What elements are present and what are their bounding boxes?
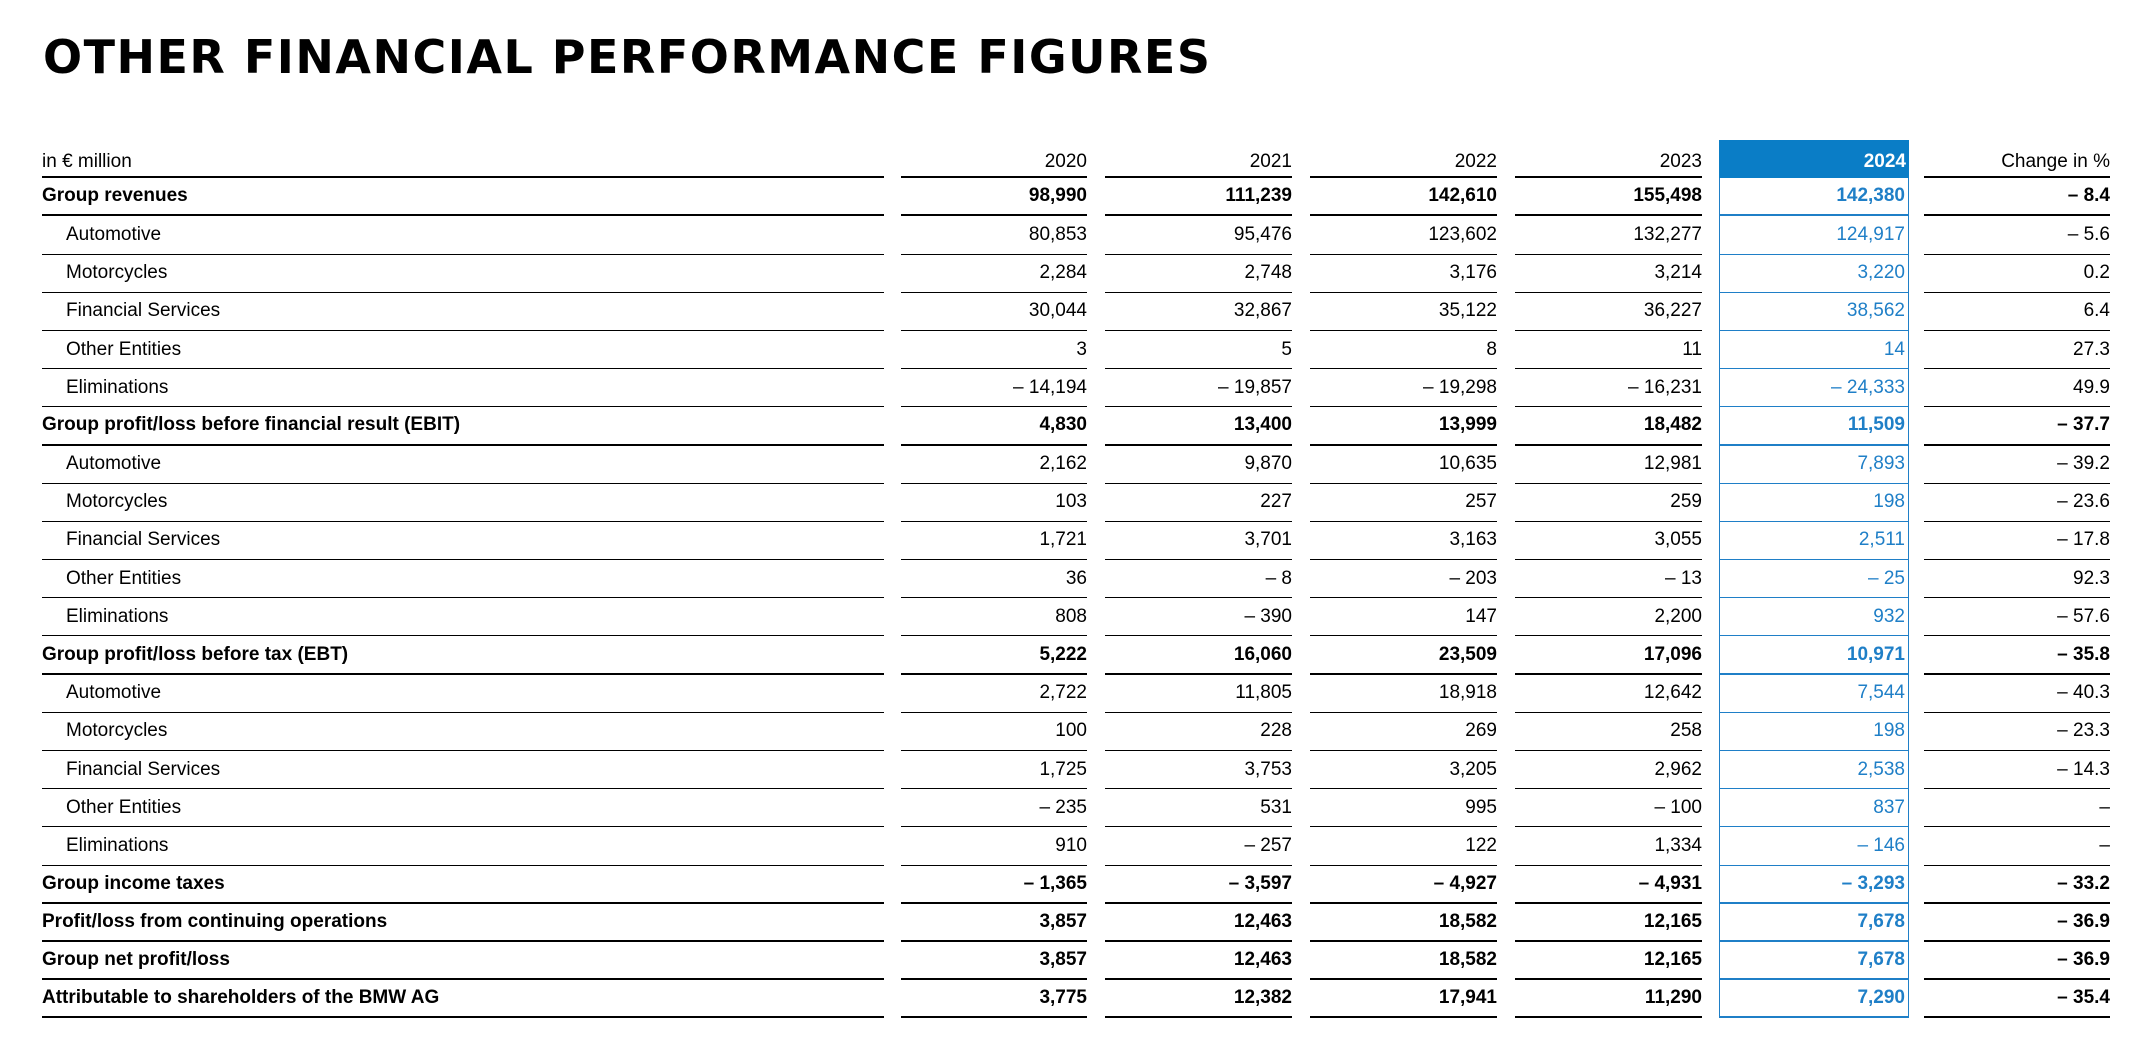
row-label: Eliminations: [42, 598, 884, 636]
value-2024: 198: [1719, 713, 1909, 751]
change-percent: 0.2: [1924, 255, 2110, 293]
change-percent: – 40.3: [1924, 675, 2110, 713]
value-2022: 142,610: [1310, 178, 1497, 216]
value-2024: – 25: [1719, 560, 1909, 598]
value-2023: – 100: [1515, 789, 1702, 827]
value-2024: 932: [1719, 598, 1909, 636]
row-label: Attributable to shareholders of the BMW AG: [42, 980, 884, 1018]
value-2024: 11,509: [1719, 407, 1909, 445]
value-2022: – 19,298: [1310, 369, 1497, 407]
value-2024: 7,678: [1719, 904, 1909, 942]
value-2020: 98,990: [901, 178, 1087, 216]
value-2022: 3,163: [1310, 522, 1497, 560]
row-label: Financial Services: [42, 293, 884, 331]
value-2020: 2,722: [901, 675, 1087, 713]
row-label: Automotive: [42, 675, 884, 713]
value-2021: 12,463: [1105, 942, 1292, 980]
value-2022: – 203: [1310, 560, 1497, 598]
row-label: Financial Services: [42, 751, 884, 789]
page-title: OTHER FINANCIAL PERFORMANCE FIGURES: [43, 30, 1212, 84]
change-percent: 92.3: [1924, 560, 2110, 598]
change-percent: – 17.8: [1924, 522, 2110, 560]
change-percent: 27.3: [1924, 331, 2110, 369]
column-header-2022: 2022: [1310, 140, 1497, 178]
value-2023: 11,290: [1515, 980, 1702, 1018]
value-2021: 16,060: [1105, 636, 1292, 674]
change-percent: 6.4: [1924, 293, 2110, 331]
value-2022: 8: [1310, 331, 1497, 369]
unit-label: in € million: [42, 140, 884, 178]
row-label: Other Entities: [42, 560, 884, 598]
value-2024: 7,893: [1719, 446, 1909, 484]
value-2022: 123,602: [1310, 216, 1497, 254]
change-percent: – 14.3: [1924, 751, 2110, 789]
value-2020: 103: [901, 484, 1087, 522]
value-2022: 257: [1310, 484, 1497, 522]
value-2024: – 146: [1719, 827, 1909, 865]
value-2021: – 8: [1105, 560, 1292, 598]
row-label: Financial Services: [42, 522, 884, 560]
value-2023: 18,482: [1515, 407, 1702, 445]
value-2023: 2,962: [1515, 751, 1702, 789]
change-percent: 49.9: [1924, 369, 2110, 407]
value-2024: 7,678: [1719, 942, 1909, 980]
value-2022: 10,635: [1310, 446, 1497, 484]
value-2020: 4,830: [901, 407, 1087, 445]
value-2023: 132,277: [1515, 216, 1702, 254]
value-2024: 837: [1719, 789, 1909, 827]
value-2020: 3,775: [901, 980, 1087, 1018]
value-2020: 808: [901, 598, 1087, 636]
value-2023: 155,498: [1515, 178, 1702, 216]
column-header-2023: 2023: [1515, 140, 1702, 178]
value-2021: 228: [1105, 713, 1292, 751]
value-2021: 531: [1105, 789, 1292, 827]
value-2020: 1,725: [901, 751, 1087, 789]
value-2020: 100: [901, 713, 1087, 751]
row-label: Profit/loss from continuing operations: [42, 904, 884, 942]
value-2024: 14: [1719, 331, 1909, 369]
value-2020: 3,857: [901, 942, 1087, 980]
value-2021: 11,805: [1105, 675, 1292, 713]
value-2021: 95,476: [1105, 216, 1292, 254]
value-2022: 35,122: [1310, 293, 1497, 331]
value-2020: – 1,365: [901, 866, 1087, 904]
value-2021: – 390: [1105, 598, 1292, 636]
value-2020: 36: [901, 560, 1087, 598]
value-2020: 80,853: [901, 216, 1087, 254]
value-2023: 36,227: [1515, 293, 1702, 331]
change-percent: – 36.9: [1924, 904, 2110, 942]
value-2020: 3,857: [901, 904, 1087, 942]
change-percent: – 57.6: [1924, 598, 2110, 636]
value-2023: – 16,231: [1515, 369, 1702, 407]
row-label: Other Entities: [42, 331, 884, 369]
value-2023: – 13: [1515, 560, 1702, 598]
value-2022: 122: [1310, 827, 1497, 865]
change-percent: – 5.6: [1924, 216, 2110, 254]
value-2021: – 257: [1105, 827, 1292, 865]
value-2022: 18,918: [1310, 675, 1497, 713]
value-2021: – 3,597: [1105, 866, 1292, 904]
value-2020: 2,162: [901, 446, 1087, 484]
row-label: Eliminations: [42, 369, 884, 407]
value-2023: 3,055: [1515, 522, 1702, 560]
value-2022: 17,941: [1310, 980, 1497, 1018]
value-2021: 227: [1105, 484, 1292, 522]
change-percent: –: [1924, 789, 2110, 827]
value-2024: 198: [1719, 484, 1909, 522]
value-2022: 23,509: [1310, 636, 1497, 674]
value-2023: 12,165: [1515, 942, 1702, 980]
value-2021: 111,239: [1105, 178, 1292, 216]
value-2024: 142,380: [1719, 178, 1909, 216]
value-2021: 9,870: [1105, 446, 1292, 484]
value-2024: 7,290: [1719, 980, 1909, 1018]
value-2023: 3,214: [1515, 255, 1702, 293]
value-2024: – 3,293: [1719, 866, 1909, 904]
value-2021: 13,400: [1105, 407, 1292, 445]
value-2023: 17,096: [1515, 636, 1702, 674]
change-percent: –: [1924, 827, 2110, 865]
value-2021: 3,753: [1105, 751, 1292, 789]
value-2020: – 14,194: [901, 369, 1087, 407]
column-header-2020: 2020: [901, 140, 1087, 178]
value-2022: 18,582: [1310, 942, 1497, 980]
value-2023: 1,334: [1515, 827, 1702, 865]
row-label: Other Entities: [42, 789, 884, 827]
change-percent: – 35.8: [1924, 636, 2110, 674]
value-2024: 7,544: [1719, 675, 1909, 713]
value-2023: 11: [1515, 331, 1702, 369]
change-percent: – 33.2: [1924, 866, 2110, 904]
row-label: Motorcycles: [42, 713, 884, 751]
value-2022: 269: [1310, 713, 1497, 751]
value-2024: 124,917: [1719, 216, 1909, 254]
value-2024: 2,538: [1719, 751, 1909, 789]
value-2023: 2,200: [1515, 598, 1702, 636]
change-percent: – 8.4: [1924, 178, 2110, 216]
value-2024: – 24,333: [1719, 369, 1909, 407]
value-2021: 32,867: [1105, 293, 1292, 331]
value-2023: 258: [1515, 713, 1702, 751]
value-2020: 910: [901, 827, 1087, 865]
value-2023: 12,981: [1515, 446, 1702, 484]
change-percent: – 37.7: [1924, 407, 2110, 445]
value-2021: 3,701: [1105, 522, 1292, 560]
value-2021: 12,463: [1105, 904, 1292, 942]
value-2021: 5: [1105, 331, 1292, 369]
row-label: Group net profit/loss: [42, 942, 884, 980]
value-2021: 2,748: [1105, 255, 1292, 293]
column-header-2024: 2024: [1719, 140, 1909, 178]
value-2020: 1,721: [901, 522, 1087, 560]
value-2024: 3,220: [1719, 255, 1909, 293]
value-2023: 259: [1515, 484, 1702, 522]
value-2022: 147: [1310, 598, 1497, 636]
change-percent: – 39.2: [1924, 446, 2110, 484]
change-percent: – 23.6: [1924, 484, 2110, 522]
value-2024: 38,562: [1719, 293, 1909, 331]
value-2020: 2,284: [901, 255, 1087, 293]
row-label: Automotive: [42, 216, 884, 254]
column-header-change: Change in %: [1924, 140, 2110, 178]
row-label: Eliminations: [42, 827, 884, 865]
column-header-2021: 2021: [1105, 140, 1292, 178]
change-percent: – 36.9: [1924, 942, 2110, 980]
value-2020: 30,044: [901, 293, 1087, 331]
change-percent: – 23.3: [1924, 713, 2110, 751]
value-2020: 5,222: [901, 636, 1087, 674]
row-label: Motorcycles: [42, 484, 884, 522]
value-2022: 3,205: [1310, 751, 1497, 789]
row-label: Group profit/loss before financial result (EBIT): [42, 407, 884, 445]
row-label: Automotive: [42, 446, 884, 484]
value-2023: 12,642: [1515, 675, 1702, 713]
value-2021: 12,382: [1105, 980, 1292, 1018]
value-2024: 10,971: [1719, 636, 1909, 674]
row-label: Group revenues: [42, 178, 884, 216]
value-2022: – 4,927: [1310, 866, 1497, 904]
row-label: Motorcycles: [42, 255, 884, 293]
value-2021: – 19,857: [1105, 369, 1292, 407]
row-label: Group profit/loss before tax (EBT): [42, 636, 884, 674]
value-2022: 995: [1310, 789, 1497, 827]
value-2024: 2,511: [1719, 522, 1909, 560]
value-2020: 3: [901, 331, 1087, 369]
change-percent: – 35.4: [1924, 980, 2110, 1018]
value-2020: – 235: [901, 789, 1087, 827]
value-2022: 13,999: [1310, 407, 1497, 445]
value-2023: – 4,931: [1515, 866, 1702, 904]
value-2022: 18,582: [1310, 904, 1497, 942]
row-label: Group income taxes: [42, 866, 884, 904]
value-2022: 3,176: [1310, 255, 1497, 293]
value-2023: 12,165: [1515, 904, 1702, 942]
financial-figures-table: [42, 140, 2110, 1018]
